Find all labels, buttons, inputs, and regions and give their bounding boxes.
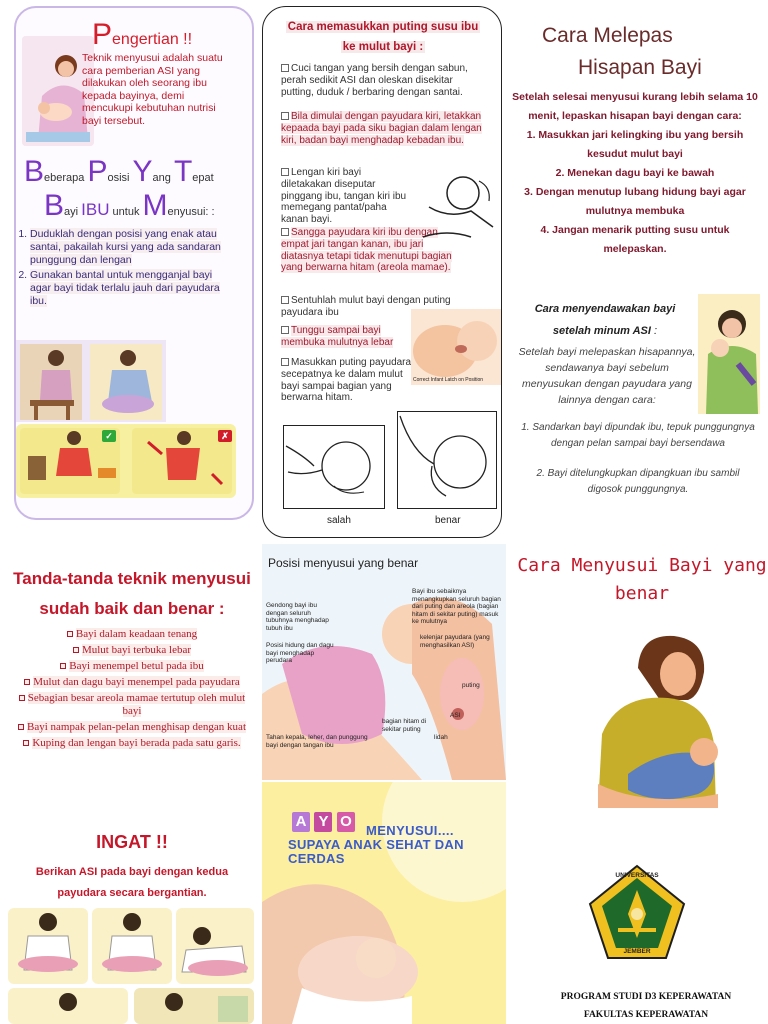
position-comparison-illustration — [16, 424, 236, 498]
ayo-letter: O — [337, 812, 355, 832]
list-item: Sentuhlah mulut bayi dengan puting payudara ibu — [281, 295, 451, 318]
pengertian-body: Teknik menyusui adalah suatu cara pemberian ASI yang dilakukan oleh seorang ibu kepada bayinya, demi mencukupi kebutuhan nutrisi bayi tersebut. — [82, 52, 223, 127]
ingat-heading: INGAT !! — [96, 832, 168, 852]
ayo-word: MENYUSUI.... — [366, 823, 454, 838]
checkbox-icon — [18, 724, 24, 730]
melepas-intro: Setelah selesai menyusui kurang lebih selama 10 menit, lepaskan hisapan bayi dengan cara: — [512, 91, 758, 122]
cover-title: Cara Menyusui Bayi yang benar — [517, 555, 767, 604]
checkbox-icon — [67, 631, 73, 637]
good-bad-position-comparison — [16, 424, 236, 498]
list-item: Tunggu sampai bayi membuka mulutnya lebar — [281, 325, 394, 348]
correct-check-icon: ✓ — [102, 430, 116, 442]
list-item: Sebagian besar areola mamae tertutup oleh mulut bayi — [10, 692, 254, 718]
positions-heading: Beberapa Posisi Yang Tepat Bayi IBU untuk Menyusui: : — [24, 155, 215, 222]
list-item: 4. Jangan menarik putting susu untuk melepaskan. — [540, 224, 730, 255]
ayo-letter: Y — [314, 812, 332, 832]
faculty-name: FAKULTAS KEPERAWATAN — [583, 1010, 709, 1020]
list-item: Mulut dan dagu bayi menempel pada payudara — [10, 676, 254, 689]
list-item: 3. Dengan menutup lubang hidung bayi agar mulutnya membuka — [524, 186, 746, 217]
pengertian-title: Pengertian !! — [92, 18, 193, 51]
checkbox-icon — [60, 663, 66, 669]
list-item: 1. Sandarkan bayi dipundak ibu, tepuk punggungnya dengan pelan sampai bayi bersendawa — [521, 422, 755, 449]
list-item: 1. Duduklah dengan posisi yang enak atau santai, pakailah kursi yang ada sandaran punggung dan lengan — [30, 228, 230, 267]
checkbox-icon — [281, 168, 289, 176]
list-item: 2. Menekan dagu bayi ke bawah — [555, 167, 715, 179]
list-item: Bayi nampak pelan-pelan menghisap dengan kuat — [10, 721, 254, 734]
positions-list — [16, 228, 230, 310]
ayo-subtitle: SUPAYA ANAK SEHAT DAN CERDAS — [288, 837, 464, 866]
list-item: Bila dimulai dengan payudara kiri, letakkan kepaada bayi pada siku bagian dalam lengan kiri, badan bayi menghadap kebadan ibu. — [281, 111, 482, 146]
ayo-letters — [292, 812, 355, 832]
list-item: Lengan kiri bayi diletakakan diseputar pinggang ibu, tangan kiri ibu memegang pantat/paha kanan bayi. — [281, 167, 407, 226]
annotation: lidah — [434, 734, 448, 741]
list-item: 1. Masukkan jari kelingking ibu yang bersih kesudut mulut bayi — [526, 129, 744, 160]
list-item: Cuci tangan yang bersih dengan sabun, perah sedikit ASI dan oleskan disekitar putting, duduk / berbaring dengan santai. — [281, 63, 468, 98]
checkbox-icon — [19, 695, 25, 701]
program-info — [516, 988, 768, 1024]
burping-baby-illustration — [698, 294, 760, 414]
list-item: Kuping dan lengan bayi berada pada satu garis. — [10, 737, 254, 750]
alternating-breast-illustrations — [6, 906, 256, 1024]
annotation: kelenjar payudara (yang menghasilkan ASI) — [420, 634, 490, 649]
logo-text-top: UNIVERSITAS — [615, 872, 659, 879]
list-item: 2. Bayi ditelungkupkan dipangkuan ibu sambil digosok punggungnya. — [536, 468, 740, 495]
annotation: Tahan kepala, leher, dan punggung bayi dengan tangan ibu — [266, 734, 368, 749]
ingat-body: Berikan ASI pada bayi dengan kedua payudara secara bergantian. — [35, 866, 229, 899]
checkbox-icon — [24, 679, 30, 685]
checkbox-icon — [281, 64, 289, 72]
list-item: Masukkan puting payudara secepatnya ke dalam mulut bayi sampai bagian yang berwarna hitam. — [281, 357, 412, 404]
ayo-menyusui-poster — [262, 782, 506, 1024]
list-item: Bayi menempel betul pada ibu — [10, 660, 254, 673]
annotation: Bayi ibu sebaiknya menangkupkan seluruh bagian dari puting dan areola (bagian hitam di sekitar puting) masuk ke mulutnya — [412, 588, 501, 625]
list-item: Mulut bayi terbuka lebar — [10, 644, 254, 657]
melepas-title-line2: Hisapan Bayi — [578, 56, 702, 79]
wrong-latch-sketch — [283, 425, 385, 509]
panel-cara-memasukkan — [262, 6, 502, 538]
list-item: 2. Gunakan bantal untuk mengganjal bayi agar bayi tidak terlalu jauh dari payudara ibu. — [30, 269, 230, 308]
program-name: PROGRAM STUDI D3 KEPERAWATAN — [560, 992, 732, 1002]
sendawa-title: Cara menyendawakan bayi setelah minum ASI : — [534, 303, 676, 337]
universitas-jember-logo — [588, 864, 686, 960]
annotation: bagian hitam di sekitar puting — [382, 718, 427, 733]
ayo-letter: A — [292, 812, 310, 832]
melepas-title-line1: Cara Melepas — [542, 24, 673, 47]
label-salah: salah — [327, 515, 351, 526]
melepas-body — [510, 88, 760, 259]
sendawa-body: Setelah bayi melepaskan hisapannya, sendawanya bayi sebelum menyusukan dengan payudara yang lainnya dengan cara: — [518, 346, 696, 406]
checkbox-icon — [281, 296, 289, 304]
checkbox-icon — [73, 647, 79, 653]
list-item: Bayi dalam keadaan tenang — [10, 628, 254, 641]
mother-nursing-illustration — [588, 624, 728, 808]
checkbox-icon — [281, 228, 289, 236]
annotation: Gendong bayi ibu dengan seluruh tubuhnya menghadap tubuh ibu — [266, 602, 329, 632]
wrong-cross-icon: ✗ — [218, 430, 232, 442]
checkbox-icon — [281, 112, 289, 120]
baby-sketch-illustration — [419, 167, 499, 253]
tanda-list — [10, 628, 254, 753]
tanda-title: Tanda-tanda teknik menyusui sudah baik dan benar : — [13, 569, 251, 618]
latch-photo — [411, 309, 501, 385]
annotation: puting — [462, 682, 480, 689]
posisi-diagram — [262, 544, 506, 780]
checkbox-icon — [23, 740, 29, 746]
checkbox-icon — [281, 358, 289, 366]
label-benar: benar — [435, 515, 461, 526]
annotation: ASI — [450, 712, 461, 719]
posisi-title: Posisi menyusui yang benar — [268, 556, 419, 570]
cara-memasukkan-title: Cara memasukkan puting susu ibu ke mulut bayi : — [287, 21, 479, 53]
sendawa-list — [520, 420, 756, 498]
photo-caption: Correct Infant Latch on Position — [413, 377, 484, 383]
list-item: Sangga payudara kiri ibu dengan empat jari tangan kanan, ibu jari diatasnya tetapi tidak menutupi bagian yang berwarna hitam (areola mamae). — [281, 227, 452, 274]
right-latch-sketch — [397, 411, 497, 509]
annotation: Posisi hidung dan dagu bayi menghadap perudara — [266, 642, 334, 664]
logo-text-bottom: JEMBER — [623, 948, 651, 955]
sitting-positions-illustration — [16, 340, 166, 422]
checkbox-icon — [281, 326, 289, 334]
